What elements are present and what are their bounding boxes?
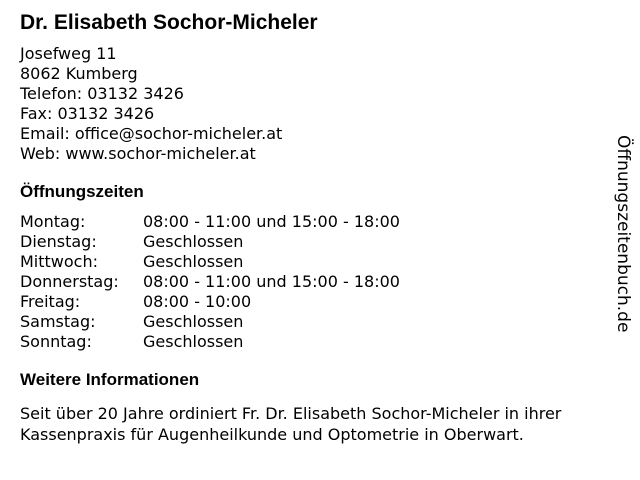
hours-day: Samstag: xyxy=(20,312,96,331)
hours-row-tuesday xyxy=(20,232,600,252)
email-address: Email: office@sochor-micheler.at xyxy=(20,124,283,143)
hours-value: Geschlossen xyxy=(143,232,244,251)
hours-day: Dienstag: xyxy=(20,232,97,251)
hours-row-monday xyxy=(20,212,600,232)
hours-value: Geschlossen xyxy=(143,332,244,351)
phone-number: Telefon: 03132 3426 xyxy=(20,84,184,103)
website-address: Web: www.sochor-micheler.at xyxy=(20,144,256,163)
practice-name: Dr. Elisabeth Sochor-Micheler xyxy=(20,11,318,34)
contact-block xyxy=(20,44,600,164)
hours-value: Geschlossen xyxy=(143,312,244,331)
practice-card xyxy=(20,10,600,461)
hours-row-thursday xyxy=(20,272,600,292)
further-info-heading: Weitere Informationen xyxy=(20,370,200,389)
fax-number: Fax: 03132 3426 xyxy=(20,104,155,123)
hours-day: Freitag: xyxy=(20,292,81,311)
hours-row-friday xyxy=(20,292,600,312)
hours-row-saturday xyxy=(20,312,600,332)
city-address: 8062 Kumberg xyxy=(20,64,138,83)
hours-value: 08:00 - 11:00 und 15:00 - 18:00 xyxy=(143,212,400,231)
hours-row-sunday xyxy=(20,332,600,352)
hours-value: 08:00 - 11:00 und 15:00 - 18:00 xyxy=(143,272,400,291)
brand-watermark: Öffnungszeitenbuch.de xyxy=(613,135,633,333)
hours-value: 08:00 - 10:00 xyxy=(143,292,252,311)
hours-day: Montag: xyxy=(20,212,86,231)
hours-value: Geschlossen xyxy=(143,252,244,271)
further-info-text: Seit über 20 Jahre ordiniert Fr. Dr. Elisabeth Sochor-Micheler in ihrer Kassenpraxis für Augenheilkunde und Optometrie in Oberwart. xyxy=(20,404,562,444)
hours-day: Donnerstag: xyxy=(20,272,119,291)
hours-day: Sonntag: xyxy=(20,332,92,351)
opening-hours-table xyxy=(20,212,600,352)
hours-row-wednesday xyxy=(20,252,600,272)
opening-hours-heading: Öffnungszeiten xyxy=(20,182,144,201)
hours-day: Mittwoch: xyxy=(20,252,98,271)
street-address: Josefweg 11 xyxy=(20,44,117,63)
